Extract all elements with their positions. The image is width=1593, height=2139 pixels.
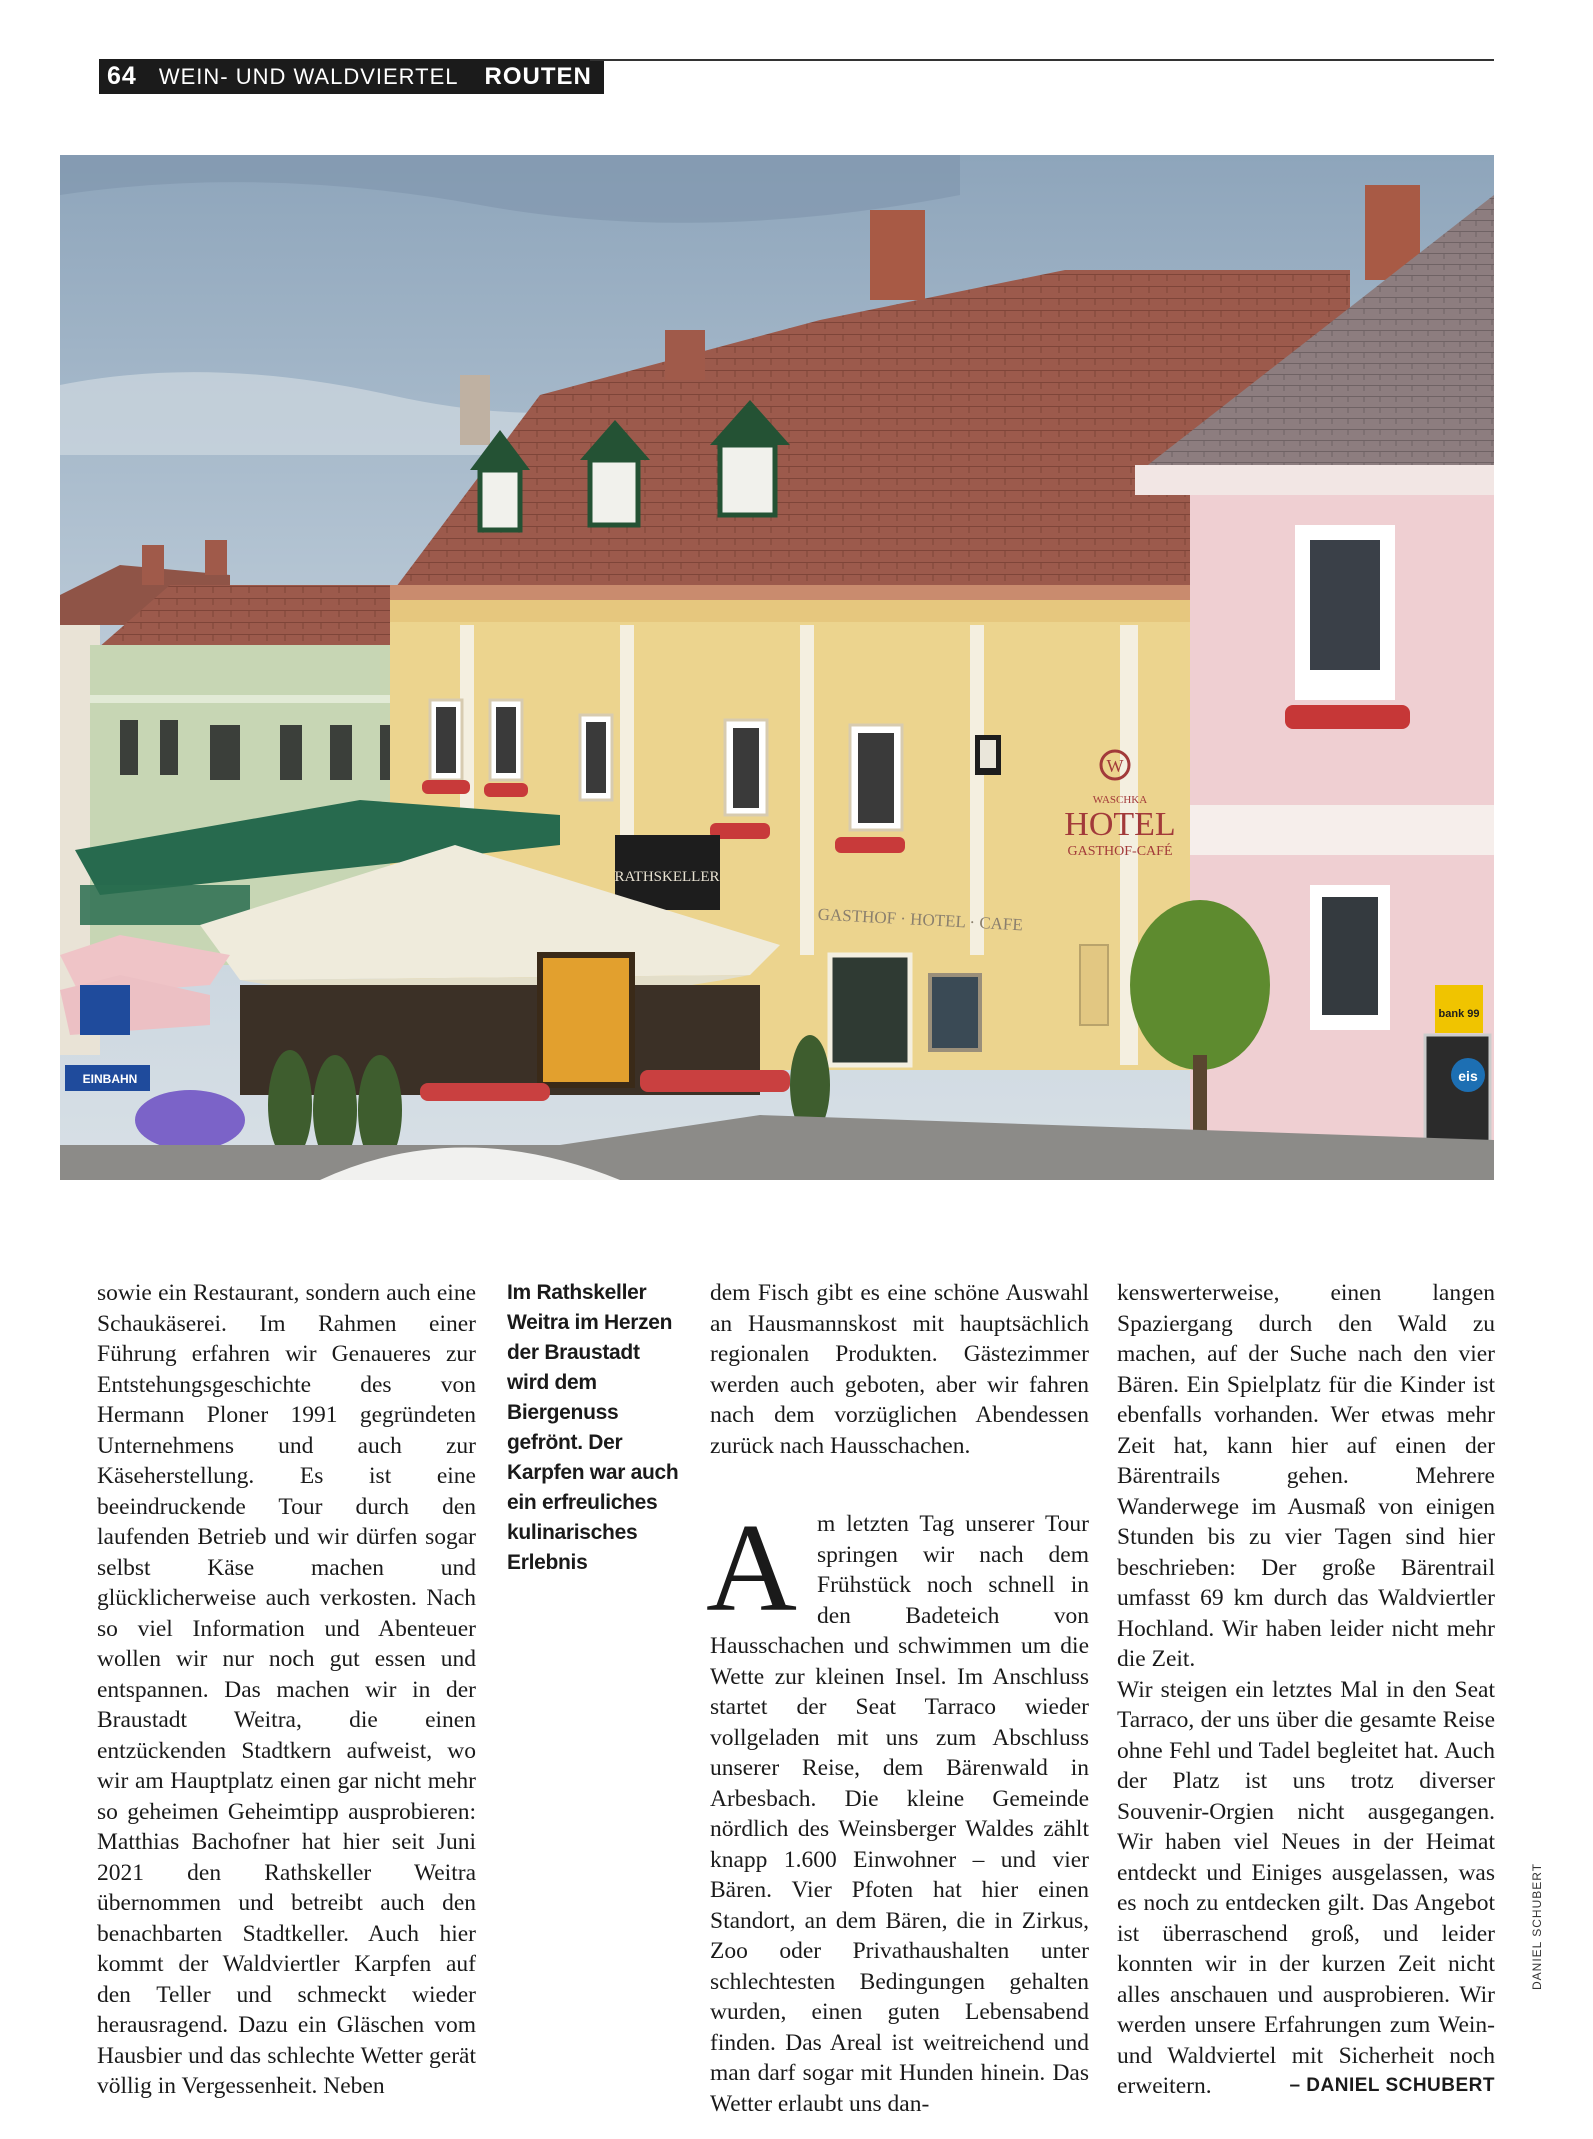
photo-credit: DANIEL SCHUBERT xyxy=(1530,1862,1544,1990)
body-column-4 xyxy=(1117,1278,1495,2102)
column3-paragraph-2-text: m letzten Tag unserer Tour springen wir nach dem Frühstück noch schnell in den Badeteich von Hausschachen und schwimmen um die Wette zur kleinen Insel. Im Anschluss startet der Seat Tarraco wieder vollgeladen mit uns zum Abschluss unserer Reise, dem Bärenwald in Arbesbach. Die kleine Gemeinde nördlich des Weinsberger Waldes zählt knapp 1.600 Einwohner – und vier Bären. Vier Pfoten hat hier einen Standort, an dem Bären, die in Zirkus, Zoo oder Privathaushalten unter schlechtesten Bedingungen gehalten wurden, einen guten Lebensabend finden. Das Areal ist weitreichend und man darf sogar mit Hunden hinein. Das Wetter erlaubt uns dan- xyxy=(710,1511,1089,2117)
sign-gasthof-cafe: GASTHOF-CAFÉ xyxy=(1067,844,1173,859)
section-title: WEIN- UND WALDVIERTEL xyxy=(158,63,459,89)
category-label: ROUTEN xyxy=(484,62,592,90)
hotel-logo-letter: W xyxy=(1106,756,1124,776)
column4-paragraph-2 xyxy=(1117,1675,1495,2102)
drop-cap: A xyxy=(706,1499,797,1638)
caption-text: Im Rathskeller Weitra im Herzen der Braustadt wird dem Biergenuss gefrönt. Der Karpfen war auch ein erfreuliches kulinarisches Erlebnis xyxy=(507,1281,679,1574)
column3-paragraph-1: dem Fisch gibt es eine schöne Auswahl an Hausmannskost mit hauptsächlich regionalen Produkten. Gästezimmer werden auch geboten, aber wir fahren nach dem vorzüglichen Abendessen zurück nach Hausschachen. xyxy=(710,1280,1089,1459)
column1-text: sowie ein Restaurant, sondern auch eine Schaukäserei. Im Rahmen einer Führung erfahren wir Genaueres zur Entstehungsgeschichte des von Hermann Ploner 1991 gegründeten Unternehmens und auch zur Käseherstellung. Es ist eine beeindruckende Tour durch den laufenden Betrieb und wir dürfen sogar selbst Käse machen und glücklicherweise auch verkosten. Nach so viel Information und Abenteuer wollen wir nur noch gut essen und entspannen. Das machen wir in der Braustadt Weitra, die einen entzückenden Stadtkern aufweist, wo wir am Hauptplatz einen gar nicht mehr so geheimen Geheimtipp ausprobieren: Matthias Bachofner hat hier seit Juni 2021 den Rathskeller Weitra übernommen und betreibt auch den benachbarten Stadtkeller. Auch hier kommt der Waldviertler Karpfen auf den Teller und schmeckt wieder herausragend. Dazu ein Gläschen vom Hausbier und das schlechte Wetter gerät völlig in Vergessenheit. Neben xyxy=(97,1280,476,2099)
column4-paragraph-1: kenswerterweise, einen langen Spaziergang durch den Wald zu machen, auf der Suche nach den vier Bären. Ein Spielplatz für die Kinder ist ebenfalls vorhanden. Wer etwas mehr Zeit hat, kann hier auf einen der Bärentrails gehen. Mehrere Wanderwege im Ausmaß von einigen Stunden bis zu vier Tagen sind hier beschrieben: Der große Bärentrail umfasst 69 km durch das Waldviertler Hochland. Wir haben leider nicht mehr die Zeit. xyxy=(1117,1280,1495,1672)
sign-hotel: HOTEL xyxy=(1064,806,1176,843)
header-rule xyxy=(590,59,1494,61)
sign-einbahn: EINBAHN xyxy=(82,1072,138,1086)
running-header xyxy=(99,59,604,94)
facade-lettering: GASTHOF · HOTEL · CAFE xyxy=(817,904,1024,935)
author-byline: – DANIEL SCHUBERT xyxy=(1289,2075,1495,2096)
column3-paragraph-2 xyxy=(706,1499,1089,2119)
body-column-3 xyxy=(706,1278,1089,2119)
sign-eis: eis xyxy=(1458,1068,1478,1084)
column4-paragraph-2-text: Wir steigen ein letztes Mal in den Seat Tarraco, der uns über die gesamte Reise ohne Fehl und Tadel begleitet hat. Auch der Platz ist uns trotz diverser Souvenir-Orgien nicht ausgegangen. Wir haben viel Neues in der Heimat entdeckt und Einiges ausgelassen, was es noch zu entdecken gilt. Das Angebot ist überraschend groß, und leider konnten wir in der kurzen Zeit nicht alles anschauen und ausprobieren. Wir werden unsere Erfahrungen zum Wein- und Waldviertel mit Sicherheit noch erweitern. xyxy=(1117,1676,1495,2099)
main-photo xyxy=(60,155,1494,1180)
sign-bank99: bank 99 xyxy=(1438,1008,1480,1020)
body-column-1 xyxy=(97,1278,476,2102)
tree xyxy=(1130,900,1270,1070)
page-number: 64 xyxy=(107,62,137,90)
photo-caption xyxy=(507,1278,685,1578)
sign-rathskeller: RATHSKELLER xyxy=(614,869,720,885)
sign-waschka: WASCHKA xyxy=(1092,794,1148,806)
